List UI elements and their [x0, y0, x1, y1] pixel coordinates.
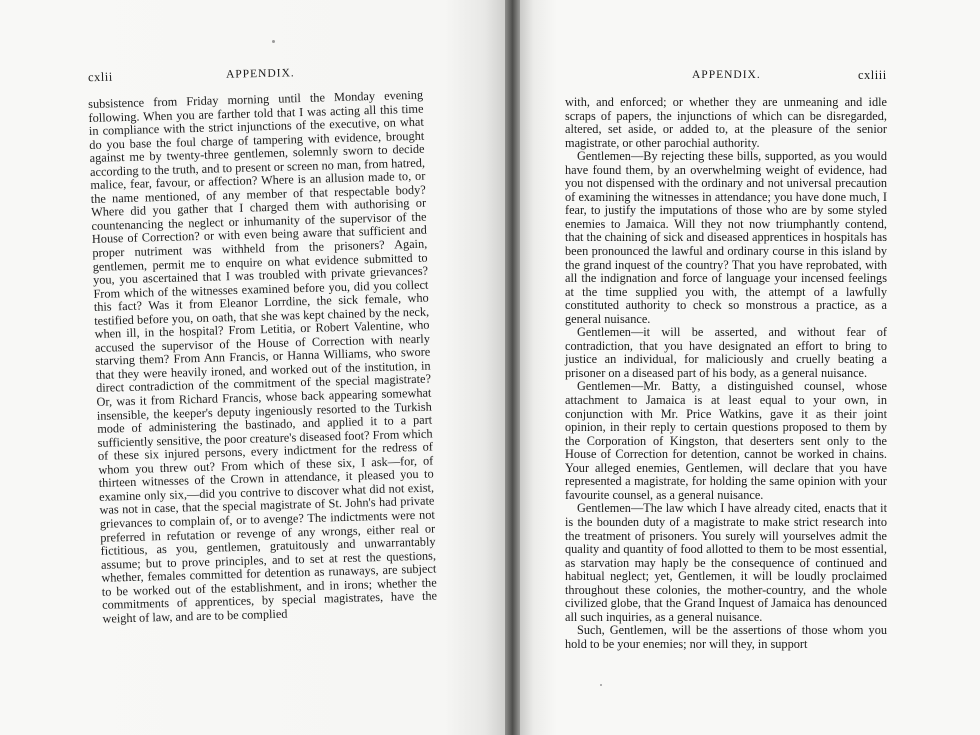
- right-folio: cxliii: [858, 68, 887, 82]
- paragraph: Such, Gentlemen, will be the assertions of those whom you hold to be your enemies; nor will they, in support: [565, 623, 887, 651]
- paragraph: Gentlemen—By rejecting these bills, supported, as you would have found them, by an overwhelming weight of evidence, had you not dispensed with the ordinary and not universal precaution of examining the witnesses in attendance; you have done much, I fear, to justify the imputations of those who are by some styled enemies to Jamaica. Will they not now triumphantly contend, that the chaining of sick and diseased apprentices in hospitals has been pronounced the lawful and ordinary course in this island by the grand inquest of the country? That you have reprobated, with all the indignation and force of language your incensed feelings at the time supplied you with, the attempt of a lawfully constituted authority to check so monstrous a practice, as a general nuisance.: [565, 149, 887, 326]
- paragraph: Gentlemen—it will be asserted, and without fear of contradiction, that you have designated an effort to bring to justice an individual, for maliciously and cruelly beating a prisoner on a diseased part of his body, as a general nuisance.: [565, 325, 887, 380]
- book-gutter: [505, 0, 520, 735]
- paragraph: subsistence from Friday morning until the Monday evening following. When you are farther told that I was acting all this time in compliance with the strict injunctions of the executive, on what do you base the foul charge of tampering with evidence, brought against me by twenty-three gentlemen, solemnly sworn to decide according to the truth, and to present or screen no man, from hatred, malice, fear, favour, or affection? Where is an allusion made to, or the name mentioned, of any member of that respectable body? Where did you gather that I charged them with authorising or countenancing the neglect or inhumanity of the supervisor of the House of Correction? or with even being aware that sufficient and proper nutriment was withheld from the prisoners? Again, gentlemen, permit me to enquire on what evidence submitted to you, you ascertained that I was troubled with private grievances? From which of the witnesses examined before you, did you collect this fact? Was it from Eleanor Lorrdine, the sick female, who testified before you, on oath, that she was kept chained by the neck, when ill, in the hospital? From Letitia, or Robert Valentine, who accused the supervisor of the House of Correction with nearly starving them? From Ann Francis, or Hanna Williams, who swore that they were heavily ironed, and worked out of the institution, in direct contradiction of the commitment of the special magistrate? Or, was it from Richard Francis, whose back appearing somewhat insensible, the keeper's deputy ingeniously resorted to the Turkish mode of administering the bastinado, and applied it to a part sufficiently sensitive, the poor creature's diseased foot? From which of these six injured persons, every indictment for the redress of whom you threw out? From which of these six, I ask—for, of thirteen witnesses of the Crown in attendance, it pleased you to examine only six,—did you contrive to discover what did not exist, was not in case, that the special magistrate of St. John's had private grievances to complain of, or to avenge? The indictments were not preferred in refutation or revenge of any wrongs, either real or fictitious, as you, gentlemen, gratuitously and unwarrantably assume; but to prove principles, and to set at rest the questions, whether, females committed for detention as runaways, are subject to be worked out of the establishment, and in irons; whether the commitments of apprentices, by special magistrates, have the weight of law, and are to be complied: [87, 87, 438, 626]
- left-running-head: APPENDIX.: [225, 67, 295, 81]
- left-folio: cxlii: [87, 69, 113, 85]
- right-body-text: [565, 96, 887, 651]
- paragraph: with, and enforced; or whether they are unmeaning and idle scraps of papers, the injunctions of which can be disregarded, altered, set aside, or added to, at the pleasure of the senior magistrate, or other parochial authority.: [565, 95, 887, 150]
- right-running-head: APPENDIX.: [692, 69, 761, 81]
- paragraph: Gentlemen—Mr. Batty, a distinguished counsel, whose attachment to Jamaica is at least equal to your own, in conjunction with Mr. Price Watkins, gave it as their joint opinion, in their reply to certain questions proposed to them by the Corporation of Kingston, that deserters sent only to the House of Correction for detention, cannot be worked in chains. Your alleged enemies, Gentlemen, will declare that you have represented a magistrate, for holding the same opinion with your favourite counsel, as a general nuisance.: [565, 379, 887, 502]
- paper-speck: [600, 684, 602, 686]
- paragraph: Gentlemen—The law which I have already cited, enacts that it is the bounden duty of a magistrate to make strict research into the treatment of prisoners. You surely will yourselves admit the quality and quantity of food allotted to them to be most essential, as starvation may haply be the consequence of continued and habitual neglect; yet, Gentlemen, it will be loudly proclaimed throughout these colonies, the mother-country, and the whole civilized globe, that the Grand Inquest of Jamaica has denounced all such inquiries, as a general nuisance.: [565, 501, 887, 624]
- paper-speck: [272, 40, 275, 43]
- left-body-text: [88, 89, 438, 626]
